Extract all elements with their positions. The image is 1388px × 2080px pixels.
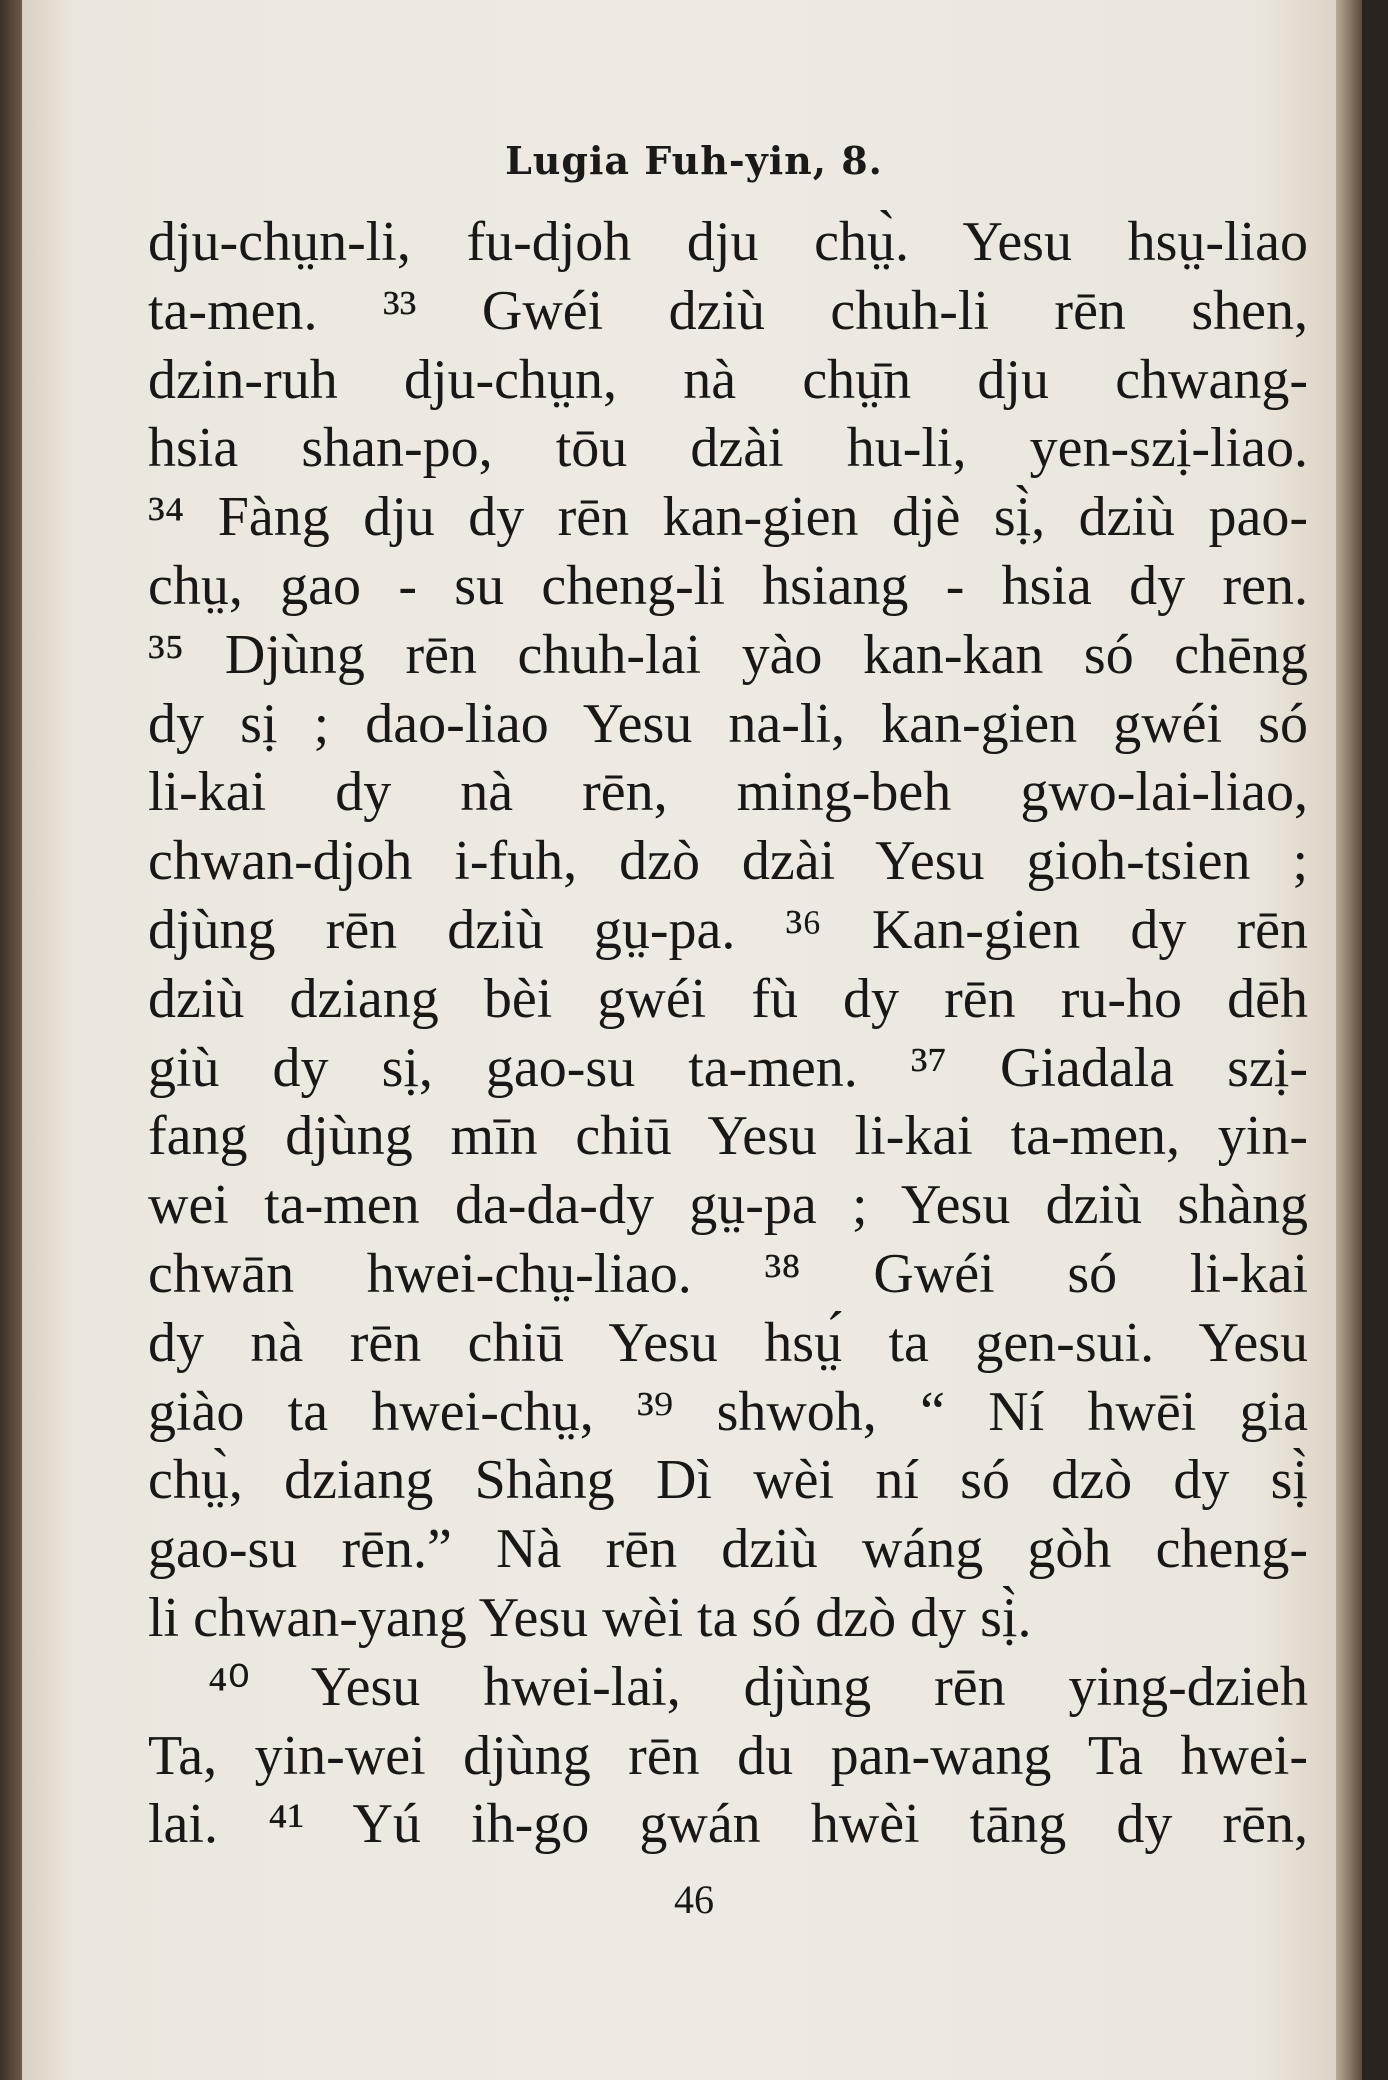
text-line: lai. ⁴¹ Yú ih-go gwán hwèi tāng dy rēn, bbox=[148, 1793, 1308, 1856]
text-line: ta-men. ³³ Gwéi dziù chuh-li rēn shen, bbox=[148, 279, 1308, 342]
text-line: dy nà rēn chiū Yesu hsṳ́ ta gen-sui. Yesu bbox=[148, 1311, 1308, 1374]
text-line: li chwan-yang Yesu wèi ta só dzò dy sị̀. bbox=[148, 1586, 1032, 1649]
text-line: dy sị ; dao-liao Yesu na-li, kan-gien gwéi só bbox=[148, 692, 1308, 755]
page-body bbox=[148, 208, 1308, 1859]
text-line: giào ta hwei-chṳ, ³⁹ shwoh, “ Ní hwēi gia bbox=[148, 1380, 1308, 1443]
page-number: 46 bbox=[674, 1877, 714, 1922]
text-line: hsia shan-po, tōu dzài hu-li, yen-szị-liao. bbox=[148, 417, 1308, 480]
running-header: Lugia Fuh-yin, 8. bbox=[505, 138, 883, 183]
text-line: ³⁴ Fàng dju dy rēn kan-gien djè sị̀, dziù pao- bbox=[148, 486, 1308, 549]
text-line: djùng rēn dziù gṳ-pa. ³⁶ Kan-gien dy rēn bbox=[148, 898, 1308, 961]
text-line: chwān hwei-chṳ-liao. ³⁸ Gwéi só li-kai bbox=[148, 1242, 1308, 1305]
text-line: ³⁵ Djùng rēn chuh-lai yào kan-kan só chēng bbox=[148, 623, 1308, 686]
text-line: Ta, yin-wei djùng rēn du pan-wang Ta hwei- bbox=[148, 1724, 1308, 1787]
text-line: giù dy sị, gao-su ta-men. ³⁷ Giadala szị- bbox=[148, 1036, 1308, 1099]
book-spine-shadow bbox=[0, 0, 22, 2080]
text-line: chwan-djoh i-fuh, dzò dzài Yesu gioh-tsien ; bbox=[148, 830, 1308, 893]
text-line: dju-chṳn-li, fu-djoh dju chṳ̀. Yesu hsṳ-liao bbox=[148, 211, 1308, 273]
text-line: gao-su rēn.” Nà rēn dziù wáng gòh cheng- bbox=[148, 1518, 1308, 1581]
text-line: dzin-ruh dju-chṳn, nà chṳ̄n dju chwang- bbox=[148, 348, 1308, 411]
text-line: fang djùng mīn chiū Yesu li-kai ta-men, yin- bbox=[148, 1105, 1308, 1168]
text-line: wei ta-men da-da-dy gṳ-pa ; Yesu dziù shàng bbox=[148, 1174, 1308, 1237]
text-line: ⁴⁰ Yesu hwei-lai, djùng rēn ying-dzieh bbox=[208, 1655, 1308, 1718]
text-line: chṳ, gao - su cheng-li hsiang - hsia dy ren. bbox=[148, 554, 1308, 617]
text-line: li-kai dy nà rēn, ming-beh gwo-lai-liao, bbox=[148, 761, 1308, 824]
page-edge-shadow bbox=[1336, 0, 1362, 2080]
text-line: dziù dziang bèi gwéi fù dy rēn ru-ho dēh bbox=[148, 967, 1308, 1030]
text-line: chṳ̀, dziang Shàng Dì wèi ní só dzò dy sị̀ bbox=[148, 1449, 1308, 1512]
